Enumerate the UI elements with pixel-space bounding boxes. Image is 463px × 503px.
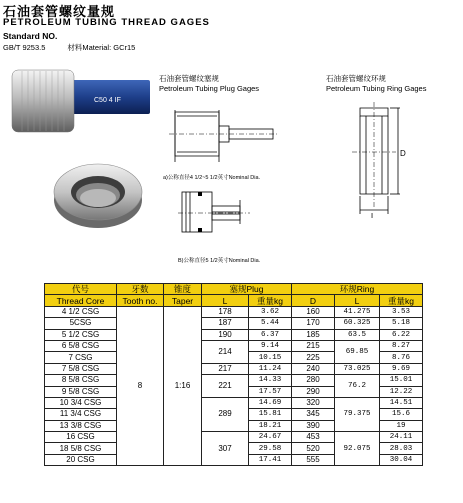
table-row: [45, 432, 423, 443]
code-cell: 4 1/2 CSG: [45, 306, 117, 317]
plug-gage-photo: [8, 66, 158, 146]
page-title: 石油套管螺纹量规: [3, 4, 116, 19]
col-taper: Taper: [164, 295, 202, 306]
code-cell: 10 3/4 CSG: [45, 397, 117, 408]
ring-l-cell: 63.5: [335, 329, 380, 340]
ring-weight-cell: 8.76: [380, 352, 423, 363]
code-cell: 18 5/8 CSG: [45, 443, 117, 454]
note-b: B)公称直径5 1/2英寸Nominal Dia.: [178, 258, 261, 264]
ring-l-cell: 41.275: [335, 306, 380, 317]
standard-line: [3, 42, 157, 53]
plug-l-cell: 187: [202, 318, 249, 329]
ring-d-cell: 290: [292, 386, 335, 397]
plug-weight-cell: 17.41: [249, 454, 292, 465]
plug-weight-cell: 6.37: [249, 329, 292, 340]
dim-l-label: L: [371, 212, 376, 218]
ring-weight-cell: 12.22: [380, 386, 423, 397]
ring-weight-cell: 15.6: [380, 409, 423, 420]
table-row: [45, 375, 423, 386]
plug-l-cell: 307: [202, 432, 249, 466]
ring-weight-cell: 5.18: [380, 318, 423, 329]
table-row: [45, 397, 423, 408]
ring-d-cell: 345: [292, 409, 335, 420]
plug-weight-cell: 18.21: [249, 420, 292, 431]
ring-d-cell: 185: [292, 329, 335, 340]
page-subtitle: PETROLEUM TUBING THREAD GAGES: [3, 17, 210, 28]
standard-number: GB/T 9253.5: [3, 43, 46, 52]
plug-l-cell: 289: [202, 397, 249, 431]
col-ring-cn: 环规Ring: [292, 284, 423, 295]
table-body: [45, 306, 423, 465]
table-header-row: [45, 295, 423, 306]
ring-weight-cell: 9.69: [380, 363, 423, 374]
standard-label: Standard NO.: [3, 31, 58, 41]
plug-l-cell: 217: [202, 363, 249, 374]
tooth-cell: 8: [117, 306, 164, 465]
ring-weight-cell: 14.51: [380, 397, 423, 408]
col-plug-cn: 塞规Plug: [202, 284, 292, 295]
plug-weight-cell: 3.62: [249, 306, 292, 317]
table-header-row: [45, 284, 423, 295]
plug-l-cell: 190: [202, 329, 249, 340]
table-header: [45, 284, 423, 307]
note-a: a)公称直径4 1/2~5 1/2英寸Nominal Dia.: [163, 175, 261, 181]
col-code: Thread Core: [45, 295, 117, 306]
ring-d-cell: 280: [292, 375, 335, 386]
ring-d-cell: 215: [292, 340, 335, 351]
col-ring-d: D: [292, 295, 335, 306]
ring-d-cell: 555: [292, 454, 335, 465]
code-cell: 8 5/8 CSG: [45, 375, 117, 386]
code-cell: 9 5/8 CSG: [45, 386, 117, 397]
ring-l-cell: 79.375: [335, 397, 380, 431]
col-tooth-cn: 牙数: [117, 284, 164, 295]
ring-d-cell: 390: [292, 420, 335, 431]
table-row: [45, 363, 423, 374]
ring-l-cell: 69.85: [335, 340, 380, 363]
ring-gage-drawing: [338, 98, 448, 218]
ring-weight-cell: 3.53: [380, 306, 423, 317]
material-label: 材料Material: GCr15: [67, 43, 136, 52]
col-plug-l: L: [202, 295, 249, 306]
col-ring-l: L: [335, 295, 380, 306]
ring-weight-cell: 28.03: [380, 443, 423, 454]
code-cell: 13 3/8 CSG: [45, 420, 117, 431]
plug-l-cell: 221: [202, 375, 249, 398]
ring-d-cell: 160: [292, 306, 335, 317]
spec-table: [44, 283, 423, 466]
plug-weight-cell: 14.69: [249, 397, 292, 408]
plug-caption: [159, 74, 259, 94]
col-ring-weight: 重量kg: [380, 295, 423, 306]
ring-l-cell: 92.075: [335, 432, 380, 466]
ring-weight-cell: 8.27: [380, 340, 423, 351]
col-taper-cn: 锥度: [164, 284, 202, 295]
ring-caption: [326, 74, 426, 94]
col-tooth: Tooth no.: [117, 295, 164, 306]
ring-d-cell: 453: [292, 432, 335, 443]
ring-gage-photo: [50, 152, 150, 232]
plug-weight-cell: 5.44: [249, 318, 292, 329]
code-cell: 16 CSG: [45, 432, 117, 443]
plug-l-cell: 214: [202, 340, 249, 363]
code-cell: 5CSG: [45, 318, 117, 329]
taper-cell: 1:16: [164, 306, 202, 465]
plug-weight-cell: 17.57: [249, 386, 292, 397]
ring-d-cell: 320: [292, 397, 335, 408]
ring-l-cell: 60.325: [335, 318, 380, 329]
plug-caption-cn: 石油套管螺纹塞规: [159, 74, 219, 83]
table-row: [45, 306, 423, 317]
plug-gage-drawing-a: [165, 104, 285, 166]
ring-weight-cell: 24.11: [380, 432, 423, 443]
ring-weight-cell: 15.01: [380, 375, 423, 386]
ring-d-cell: 170: [292, 318, 335, 329]
plug-weight-cell: 29.58: [249, 443, 292, 454]
dim-d-label: D: [400, 149, 406, 158]
ring-weight-cell: 6.22: [380, 329, 423, 340]
table-row: [45, 329, 423, 340]
code-cell: 20 CSG: [45, 454, 117, 465]
col-code-cn: 代号: [45, 284, 117, 295]
ring-d-cell: 225: [292, 352, 335, 363]
plug-weight-cell: 15.81: [249, 409, 292, 420]
table-row: [45, 318, 423, 329]
code-cell: 5 1/2 CSG: [45, 329, 117, 340]
col-plug-weight: 重量kg: [249, 295, 292, 306]
ring-caption-cn: 石油套管螺纹环规: [326, 74, 386, 83]
ring-d-cell: 520: [292, 443, 335, 454]
plug-weight-cell: 24.67: [249, 432, 292, 443]
table-row: [45, 340, 423, 351]
ring-weight-cell: 19: [380, 420, 423, 431]
code-cell: 7 CSG: [45, 352, 117, 363]
ring-caption-en: Petroleum Tubing Ring Gages: [326, 84, 427, 93]
plug-weight-cell: 10.15: [249, 352, 292, 363]
code-cell: 11 3/4 CSG: [45, 409, 117, 420]
ring-l-cell: 76.2: [335, 375, 380, 398]
plug-caption-en: Petroleum Tubing Plug Gages: [159, 84, 260, 93]
plug-weight-cell: 11.24: [249, 363, 292, 374]
ring-d-cell: 240: [292, 363, 335, 374]
plug-weight-cell: 9.14: [249, 340, 292, 351]
gage-marking: C50 4 IF: [94, 97, 121, 104]
code-cell: 7 5/8 CSG: [45, 363, 117, 374]
code-cell: 6 5/8 CSG: [45, 340, 117, 351]
ring-weight-cell: 30.04: [380, 454, 423, 465]
plug-weight-cell: 14.33: [249, 375, 292, 386]
plug-gage-drawing-b: [178, 184, 258, 242]
ring-l-cell: 73.025: [335, 363, 380, 374]
plug-l-cell: 178: [202, 306, 249, 317]
